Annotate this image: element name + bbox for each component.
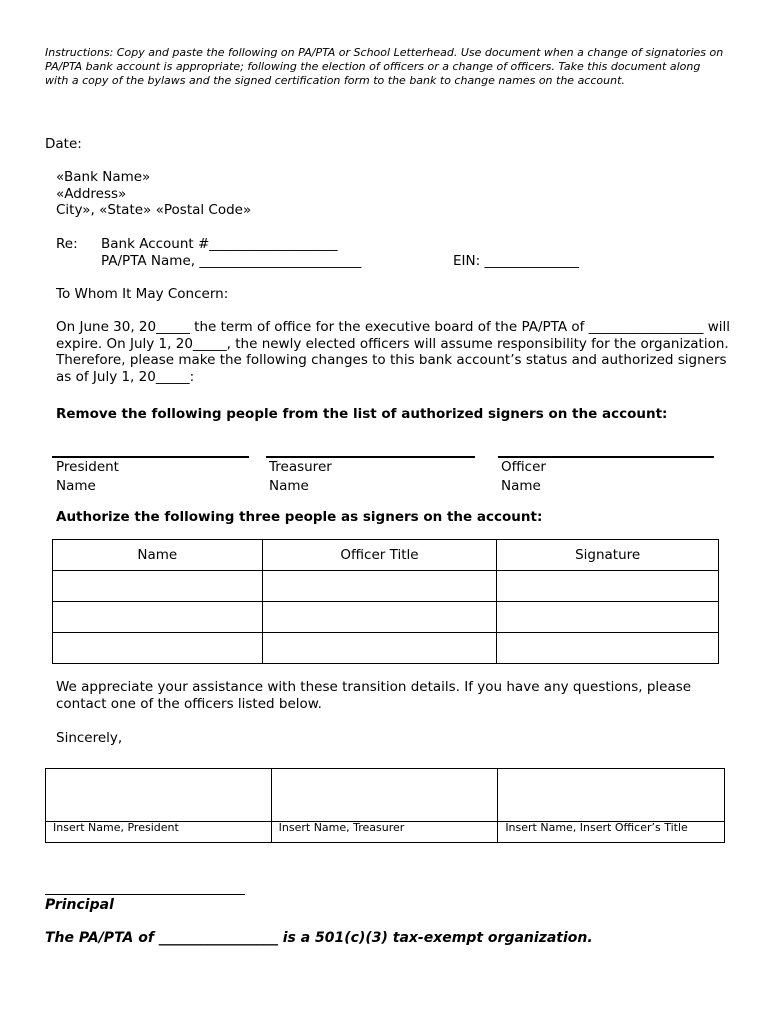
column-header-signature: Signature [497,540,719,571]
officer-signature-space[interactable] [498,769,725,822]
re-block [101,236,361,269]
signer-signature-cell[interactable] [497,602,719,633]
signer-signature-cell[interactable] [497,571,719,602]
signer-name-cell[interactable] [53,571,263,602]
signer-name-cell[interactable] [53,602,263,633]
signer-title-cell[interactable] [262,602,497,633]
bank-city-line: City», «State» «Postal Code» [56,202,252,218]
treasurer-signature-space[interactable] [271,769,498,822]
remove-signer-name: Name [501,478,541,494]
treasurer-name-label: Insert Name, Treasurer [271,822,498,843]
table-header-row [53,540,719,571]
date-label: Date: [45,136,82,152]
principal-signature-line [45,894,245,895]
remove-signer-president [56,458,119,496]
sincerely: Sincerely, [56,730,123,746]
signer-title-cell[interactable] [262,633,497,664]
remove-signer-treasurer [269,458,332,496]
table-row [53,571,719,602]
officer-name-label: Insert Name, Insert Officer’s Title [498,822,725,843]
signature-names-row [46,822,725,843]
greeting: To Whom It May Concern: [56,286,229,302]
bank-address-block [56,169,251,219]
signer-name-cell[interactable] [53,633,263,664]
ein-line: EIN: ______________ [453,253,579,269]
remove-signer-name: Name [56,478,96,494]
remove-signer-title: Treasurer [269,459,332,475]
president-name-label: Insert Name, President [46,822,272,843]
signature-space-row [46,769,725,822]
table-row [53,602,719,633]
closing-paragraph: We appreciate your assistance with these transition details. If you have any questions, please contact one of the officers listed below. [56,679,692,712]
bank-name: «Bank Name» [56,169,151,185]
instructions-text: Instructions: Copy and paste the following on PA/PTA or School Letterhead. Use document when a change of signatories on PA/PTA bank account is appropriate; following the election of officers or a change of officers. Take this document along with a copy of the bylaws and the signed certification form to the bank to change names on the account. [45,46,724,87]
authorize-signers-heading: Authorize the following three people as signers on the account: [56,509,543,525]
pta-name-line: PA/PTA Name, ________________________ [101,252,362,269]
officer-signature-table [45,768,725,843]
column-header-officer-title: Officer Title [262,540,497,571]
re-label: Re: [56,236,78,252]
signer-signature-cell[interactable] [497,633,719,664]
remove-signer-officer [501,458,546,496]
tax-exempt-statement: The PA/PTA of _________________ is a 501(c)(3) tax-exempt organization. [45,930,593,946]
body-paragraph: On June 30, 20_____ the term of office for the executive board of the PA/PTA of _________________ will expire. On July 1, 20_____, the newly elected officers will assume responsibility for the organization. Therefore, please make the following changes to this bank account’s status and authorized signers as of July 1, 20_____: [56,319,731,385]
new-signers-table [52,539,719,664]
signer-title-cell[interactable] [262,571,497,602]
principal-label: Principal [45,897,114,913]
remove-signer-name: Name [269,478,309,494]
table-row [53,633,719,664]
bank-address: «Address» [56,185,127,202]
president-signature-space[interactable] [46,769,272,822]
bank-account-line: Bank Account #___________________ [101,236,338,252]
remove-signer-title: President [56,459,119,475]
remove-signers-heading: Remove the following people from the list of authorized signers on the account: [56,406,668,422]
column-header-name: Name [53,540,263,571]
remove-signer-title: Officer [501,459,546,475]
